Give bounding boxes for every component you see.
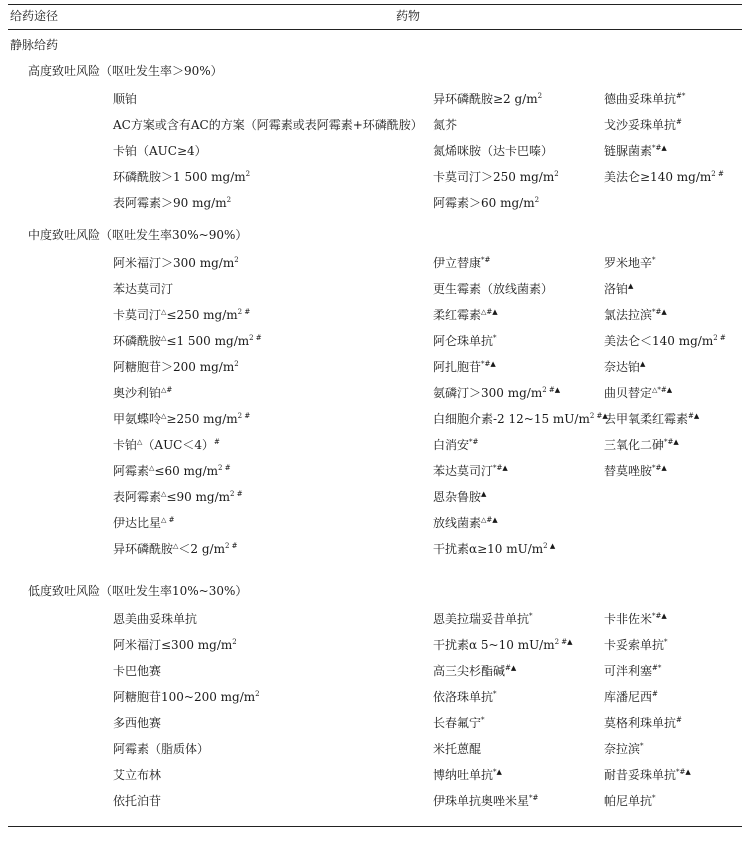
table-row — [0, 302, 750, 328]
drug-cell: 依托泊苷 — [113, 794, 162, 808]
drug-cell: 干扰素α 5~10 $mU/m^{2 \#▲}$ — [433, 638, 573, 652]
table-row — [0, 658, 750, 684]
table-row — [0, 138, 750, 164]
drug-cell: 美法仑＜140 $mg/m^{2 \#}$ — [604, 334, 726, 348]
drug-cell: 阿仑珠单抗* — [433, 334, 497, 348]
table-row — [0, 606, 750, 632]
drug-cell: 长春氟宁* — [433, 716, 485, 730]
drug-cell: 恩美曲妥珠单抗 — [113, 612, 198, 626]
drug-cell: 阿霉素（脂质体） — [113, 742, 210, 756]
drug-cell: 白消安*# — [433, 438, 479, 452]
drug-cell: 高三尖杉酯碱#▲ — [433, 664, 517, 678]
risk-group-title: 中度致吐风险（呕吐发生率30%~90%） — [28, 228, 248, 242]
drug-cell: 氮烯咪胺（达卡巴嗪） — [433, 144, 554, 158]
drug-cell: 博纳吐单抗*▲ — [433, 768, 502, 782]
table-row — [0, 190, 750, 216]
drug-cell: 表阿霉素＞90 $mg/m^2$ — [113, 196, 232, 210]
table-row — [0, 354, 750, 380]
drug-cell: 洛铂▲ — [604, 282, 634, 296]
table-row — [0, 484, 750, 510]
header-route: 给药途径 — [10, 9, 59, 23]
drug-cell: 帕尼单抗* — [604, 794, 656, 808]
drug-cell: 阿霉素△≤60 $mg/m^{2 \#}$ — [113, 464, 231, 478]
drug-cell: 柔红霉素△#▲ — [433, 308, 498, 322]
drug-cell: 阿霉素＞60 $mg/m^2$ — [433, 196, 540, 210]
drug-cell: 罗米地辛* — [604, 256, 656, 270]
drug-cell: 艾立布林 — [113, 768, 162, 782]
drug-cell: 三氧化二砷*#▲ — [604, 438, 679, 452]
drug-cell: 卡非佐米*#▲ — [604, 612, 667, 626]
drug-cell: 环磷酰胺＞1 500 $mg/m^2$ — [113, 170, 251, 184]
drug-cell: 曲贝替定△*#▲ — [604, 386, 673, 400]
drug-cell: 顺铂 — [113, 92, 138, 106]
drug-cell: 卡铂△（AUC＜4）# — [113, 438, 220, 452]
drug-cell: 可泮利塞#* — [604, 664, 662, 678]
drug-cell: 苯达莫司汀*#▲ — [433, 464, 508, 478]
drug-cell: AC方案或含有AC的方案（阿霉素或表阿霉素+环磷酰胺） — [113, 118, 423, 132]
table-row — [0, 276, 750, 302]
drug-cell: 卡莫司汀＞250 $mg/m^2$ — [433, 170, 559, 184]
drug-cell: 伊达比星△ # — [113, 516, 175, 530]
drug-cell: 异环磷酰胺≥2 $g/m^2$ — [433, 92, 543, 106]
table-row — [0, 788, 750, 814]
drug-cell: 依洛珠单抗* — [433, 690, 497, 704]
table-row — [0, 458, 750, 484]
drug-cell: 阿米福汀≤300 $mg/m^2$ — [113, 638, 237, 652]
drug-cell: 阿扎胞苷*#▲ — [433, 360, 496, 374]
table-row — [0, 432, 750, 458]
table-row — [0, 632, 750, 658]
drug-cell: 米托蒽醌 — [433, 742, 482, 756]
table-row — [0, 736, 750, 762]
drug-cell: 美法仑≥140 $mg/m^{2 \#}$ — [604, 170, 724, 184]
drug-cell: 奈达铂▲ — [604, 360, 646, 374]
drug-cell: 甲氨蝶呤△≥250 $mg/m^{2 \#}$ — [113, 412, 251, 426]
drug-cell: 阿糖胞苷＞200 $mg/m^2$ — [113, 360, 239, 374]
table-row — [0, 328, 750, 354]
drug-cell: 干扰素α≥10 $mU/m^{2 ▲}$ — [433, 542, 556, 556]
drug-cell: 阿糖胞苷100~200 $mg/m^2$ — [113, 690, 260, 704]
drug-cell: 氮芥 — [433, 118, 458, 132]
drug-cell: 卡莫司汀△≤250 $mg/m^{2 \#}$ — [113, 308, 251, 322]
drug-cell: 恩美拉瑞妥昔单抗* — [433, 612, 533, 626]
drug-cell: 戈沙妥珠单抗# — [604, 118, 682, 132]
table-row — [0, 380, 750, 406]
table-row — [0, 710, 750, 736]
drug-cell: 苯达莫司汀 — [113, 282, 174, 296]
drug-cell: 异环磷酰胺△＜2 $g/m^{2 \#}$ — [113, 542, 238, 556]
drug-cell: 卡妥索单抗* — [604, 638, 668, 652]
header-drug: 药物 — [396, 9, 421, 23]
drug-cell: 氨磷汀＞300 $mg/m^{2 \#▲}$ — [433, 386, 561, 400]
table-row — [0, 164, 750, 190]
drug-cell: 德曲妥珠单抗#* — [604, 92, 686, 106]
drug-cell: 伊立替康*# — [433, 256, 491, 270]
route-section-label: 静脉给药 — [10, 38, 59, 52]
drug-cell: 更生霉素（放线菌素） — [433, 282, 554, 296]
drug-cell: 表阿霉素△≤90 $mg/m^{2 \#}$ — [113, 490, 243, 504]
table-row — [0, 762, 750, 788]
drug-cell: 卡巴他赛 — [113, 664, 162, 678]
risk-group-title: 低度致吐风险（呕吐发生率10%~30%） — [28, 584, 248, 598]
table-row — [0, 112, 750, 138]
table-row — [0, 684, 750, 710]
drug-cell: 白细胞介素-2 12~15 $mU/m^{2 \#▲}$ — [433, 412, 608, 426]
drug-cell: 莫格利珠单抗# — [604, 716, 682, 730]
drug-cell: 卡铂（AUC≥4） — [113, 144, 207, 158]
drug-cell: 放线菌素△#▲ — [433, 516, 498, 530]
table-row — [0, 86, 750, 112]
drug-cell: 替莫唑胺*#▲ — [604, 464, 667, 478]
drug-cell: 环磷酰胺△≤1 500 $mg/m^{2 \#}$ — [113, 334, 262, 348]
drug-cell: 氯法拉滨*#▲ — [604, 308, 667, 322]
table-top-rule — [8, 4, 742, 5]
drug-cell: 多西他赛 — [113, 716, 162, 730]
drug-cell: 奥沙利铂△# — [113, 386, 173, 400]
table-header-rule — [8, 29, 742, 30]
table-row — [0, 250, 750, 276]
table-bottom-rule — [8, 826, 742, 827]
risk-group-title: 高度致吐风险（呕吐发生率＞90%） — [28, 64, 223, 78]
drug-cell: 耐昔妥珠单抗*#▲ — [604, 768, 691, 782]
drug-cell: 库潘尼西# — [604, 690, 658, 704]
drug-cell: 奈拉滨* — [604, 742, 644, 756]
table-row — [0, 406, 750, 432]
drug-cell: 去甲氧柔红霉素#▲ — [604, 412, 700, 426]
table-row — [0, 536, 750, 562]
drug-cell: 链脲菌素*#▲ — [604, 144, 667, 158]
drug-cell: 伊珠单抗奥唑米星*# — [433, 794, 539, 808]
drug-cell: 恩杂鲁胺▲ — [433, 490, 487, 504]
drug-cell: 阿米福汀＞300 $mg/m^2$ — [113, 256, 239, 270]
table-row — [0, 510, 750, 536]
